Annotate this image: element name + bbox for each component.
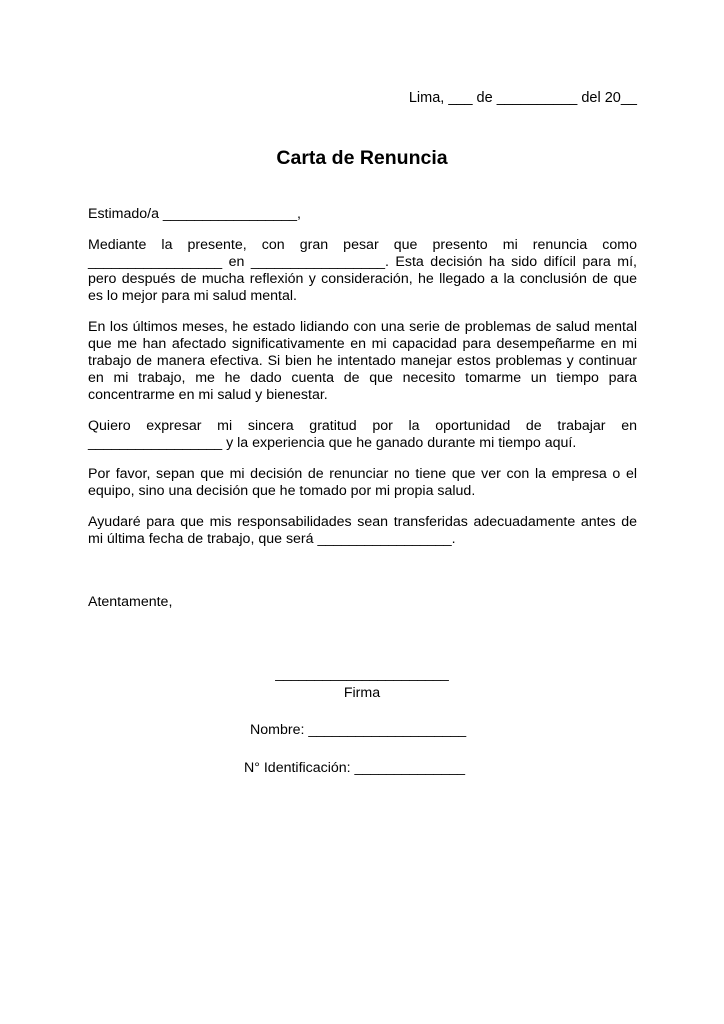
signature-block	[0, 666, 724, 776]
closing: Atentamente,	[88, 594, 173, 610]
paragraph-4: Por favor, sepan que mi decisión de renunciar no tiene que ver con la empresa o el equipo, sino una decisión que he tomado por mi propia salud.	[88, 466, 637, 499]
letter-body	[88, 206, 637, 562]
name-field: Nombre: ____________________	[250, 722, 467, 738]
letter-title: Carta de Renuncia	[276, 147, 448, 169]
id-field: N° Identificación: ______________	[244, 760, 466, 776]
paragraph-5: Ayudaré para que mis responsabilidades sean transferidas adecuadamente antes de mi última fecha de trabajo, que será _________________.	[88, 514, 637, 547]
paragraph-3: Quiero expresar mi sincera gratitud por la oportunidad de trabajar en _________________ y la experiencia que he ganado durante mi tiempo aquí.	[88, 418, 637, 451]
signature-line: ______________________	[275, 666, 449, 682]
paragraph-1: Mediante la presente, con gran pesar que presento mi renuncia como _________________ en _________________. Esta decisión ha sido difícil para mí, pero después de mucha reflexión y consideración, he llegado a la conclusión de que es lo mejor para mi salud mental.	[88, 237, 637, 304]
date-line: Lima, ___ de __________ del 20__	[408, 90, 637, 106]
salutation: Estimado/a _________________,	[88, 206, 301, 222]
paragraph-2: En los últimos meses, he estado lidiando con una serie de problemas de salud mental que me han afectado significativamente en mi capacidad para desempeñarme en mi trabajo de manera efectiva. Si bien he intentado manejar estos problemas y continuar en mi trabajo, me he dado cuenta de que necesito tomarme un tiempo para concentrarme en mi salud y bienestar.	[88, 319, 637, 403]
signature-label: Firma	[343, 685, 381, 701]
